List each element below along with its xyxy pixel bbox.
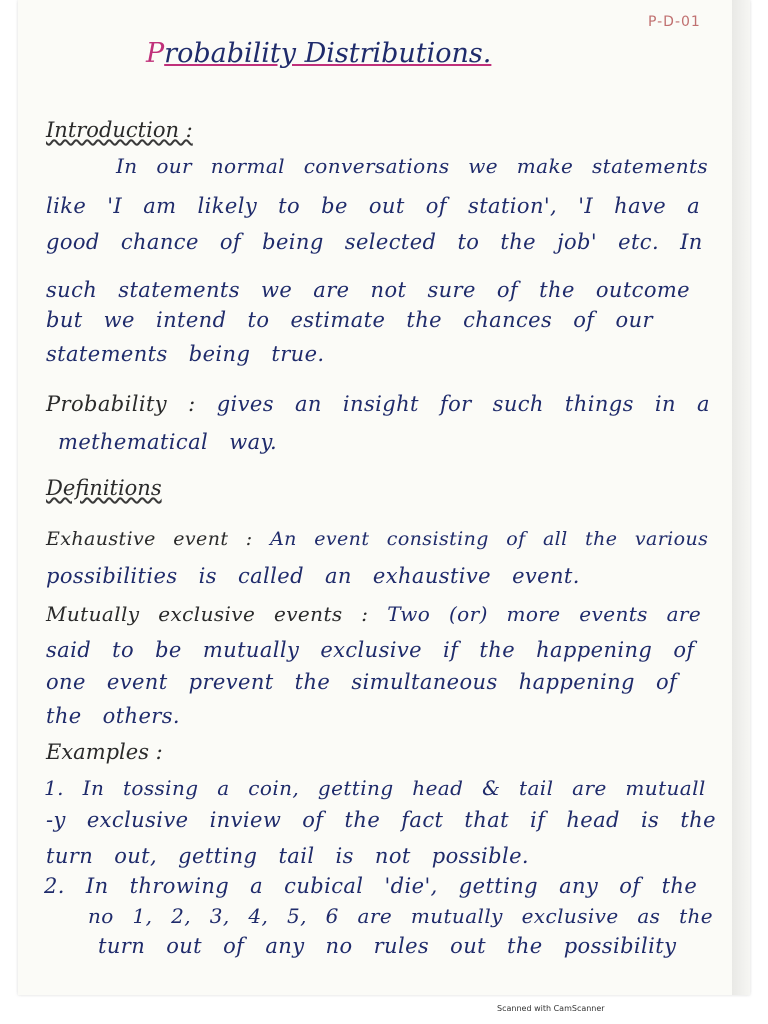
exhaustive-line [46, 530, 708, 549]
mutual-term: Mutually exclusive events : [46, 602, 369, 626]
example-line: turn out, getting tail is not possible. [46, 844, 530, 868]
probability-term: Probability : [46, 392, 196, 416]
example-line: 2. In throwing a cubical 'die', getting any of the [44, 874, 698, 898]
exhaustive-term: Exhaustive event : [46, 528, 253, 550]
probability-line [46, 394, 710, 415]
page-number: P-D-01 [648, 14, 701, 30]
intro-line: In our normal conversations we make statements [116, 154, 709, 178]
scanner-watermark: Scanned with CamScanner [497, 1004, 605, 1013]
probability-line-2: methematical way. [58, 430, 278, 454]
intro-line: like 'I am likely to be out of station', 'I have a [46, 194, 701, 218]
example-line: 1. In tossing a coin, getting head & tail are mutuall [44, 776, 706, 800]
mutual-line-2: said to be mutually exclusive if the happening of [46, 638, 695, 662]
example-line: turn out of any no rules out the possibility [98, 934, 677, 958]
mutual-line [46, 604, 701, 624]
exhaustive-text: An event consisting of all the various [270, 528, 709, 550]
mutual-line-3: one event prevent the simultaneous happening of [46, 670, 678, 694]
intro-line: but we intend to estimate the chances of our [46, 308, 653, 332]
example-line: no 1, 2, 3, 4, 5, 6 are mutually exclusive as the [88, 904, 714, 928]
page-edge [732, 0, 750, 995]
probability-text: gives an insight for such things in a [216, 392, 710, 416]
page-title [146, 38, 491, 69]
intro-line: such statements we are not sure of the outcome [46, 278, 690, 302]
intro-line: statements being true. [46, 342, 325, 366]
mutual-text: Two (or) more events are [387, 602, 702, 626]
example-line: -y exclusive inview of the fact that if head is the [46, 808, 716, 832]
title-first-letter: P [146, 38, 165, 69]
intro-line: good chance of being selected to the job' etc. In [46, 230, 703, 254]
title-rest: robability Distributions. [164, 38, 492, 69]
notebook-page [18, 0, 750, 995]
definitions-heading: Definitions [46, 476, 162, 500]
examples-heading: Examples : [46, 740, 163, 764]
intro-heading: Introduction : [46, 118, 193, 142]
mutual-line-4: the others. [46, 704, 180, 728]
exhaustive-line-2: possibilities is called an exhaustive event. [46, 564, 580, 588]
